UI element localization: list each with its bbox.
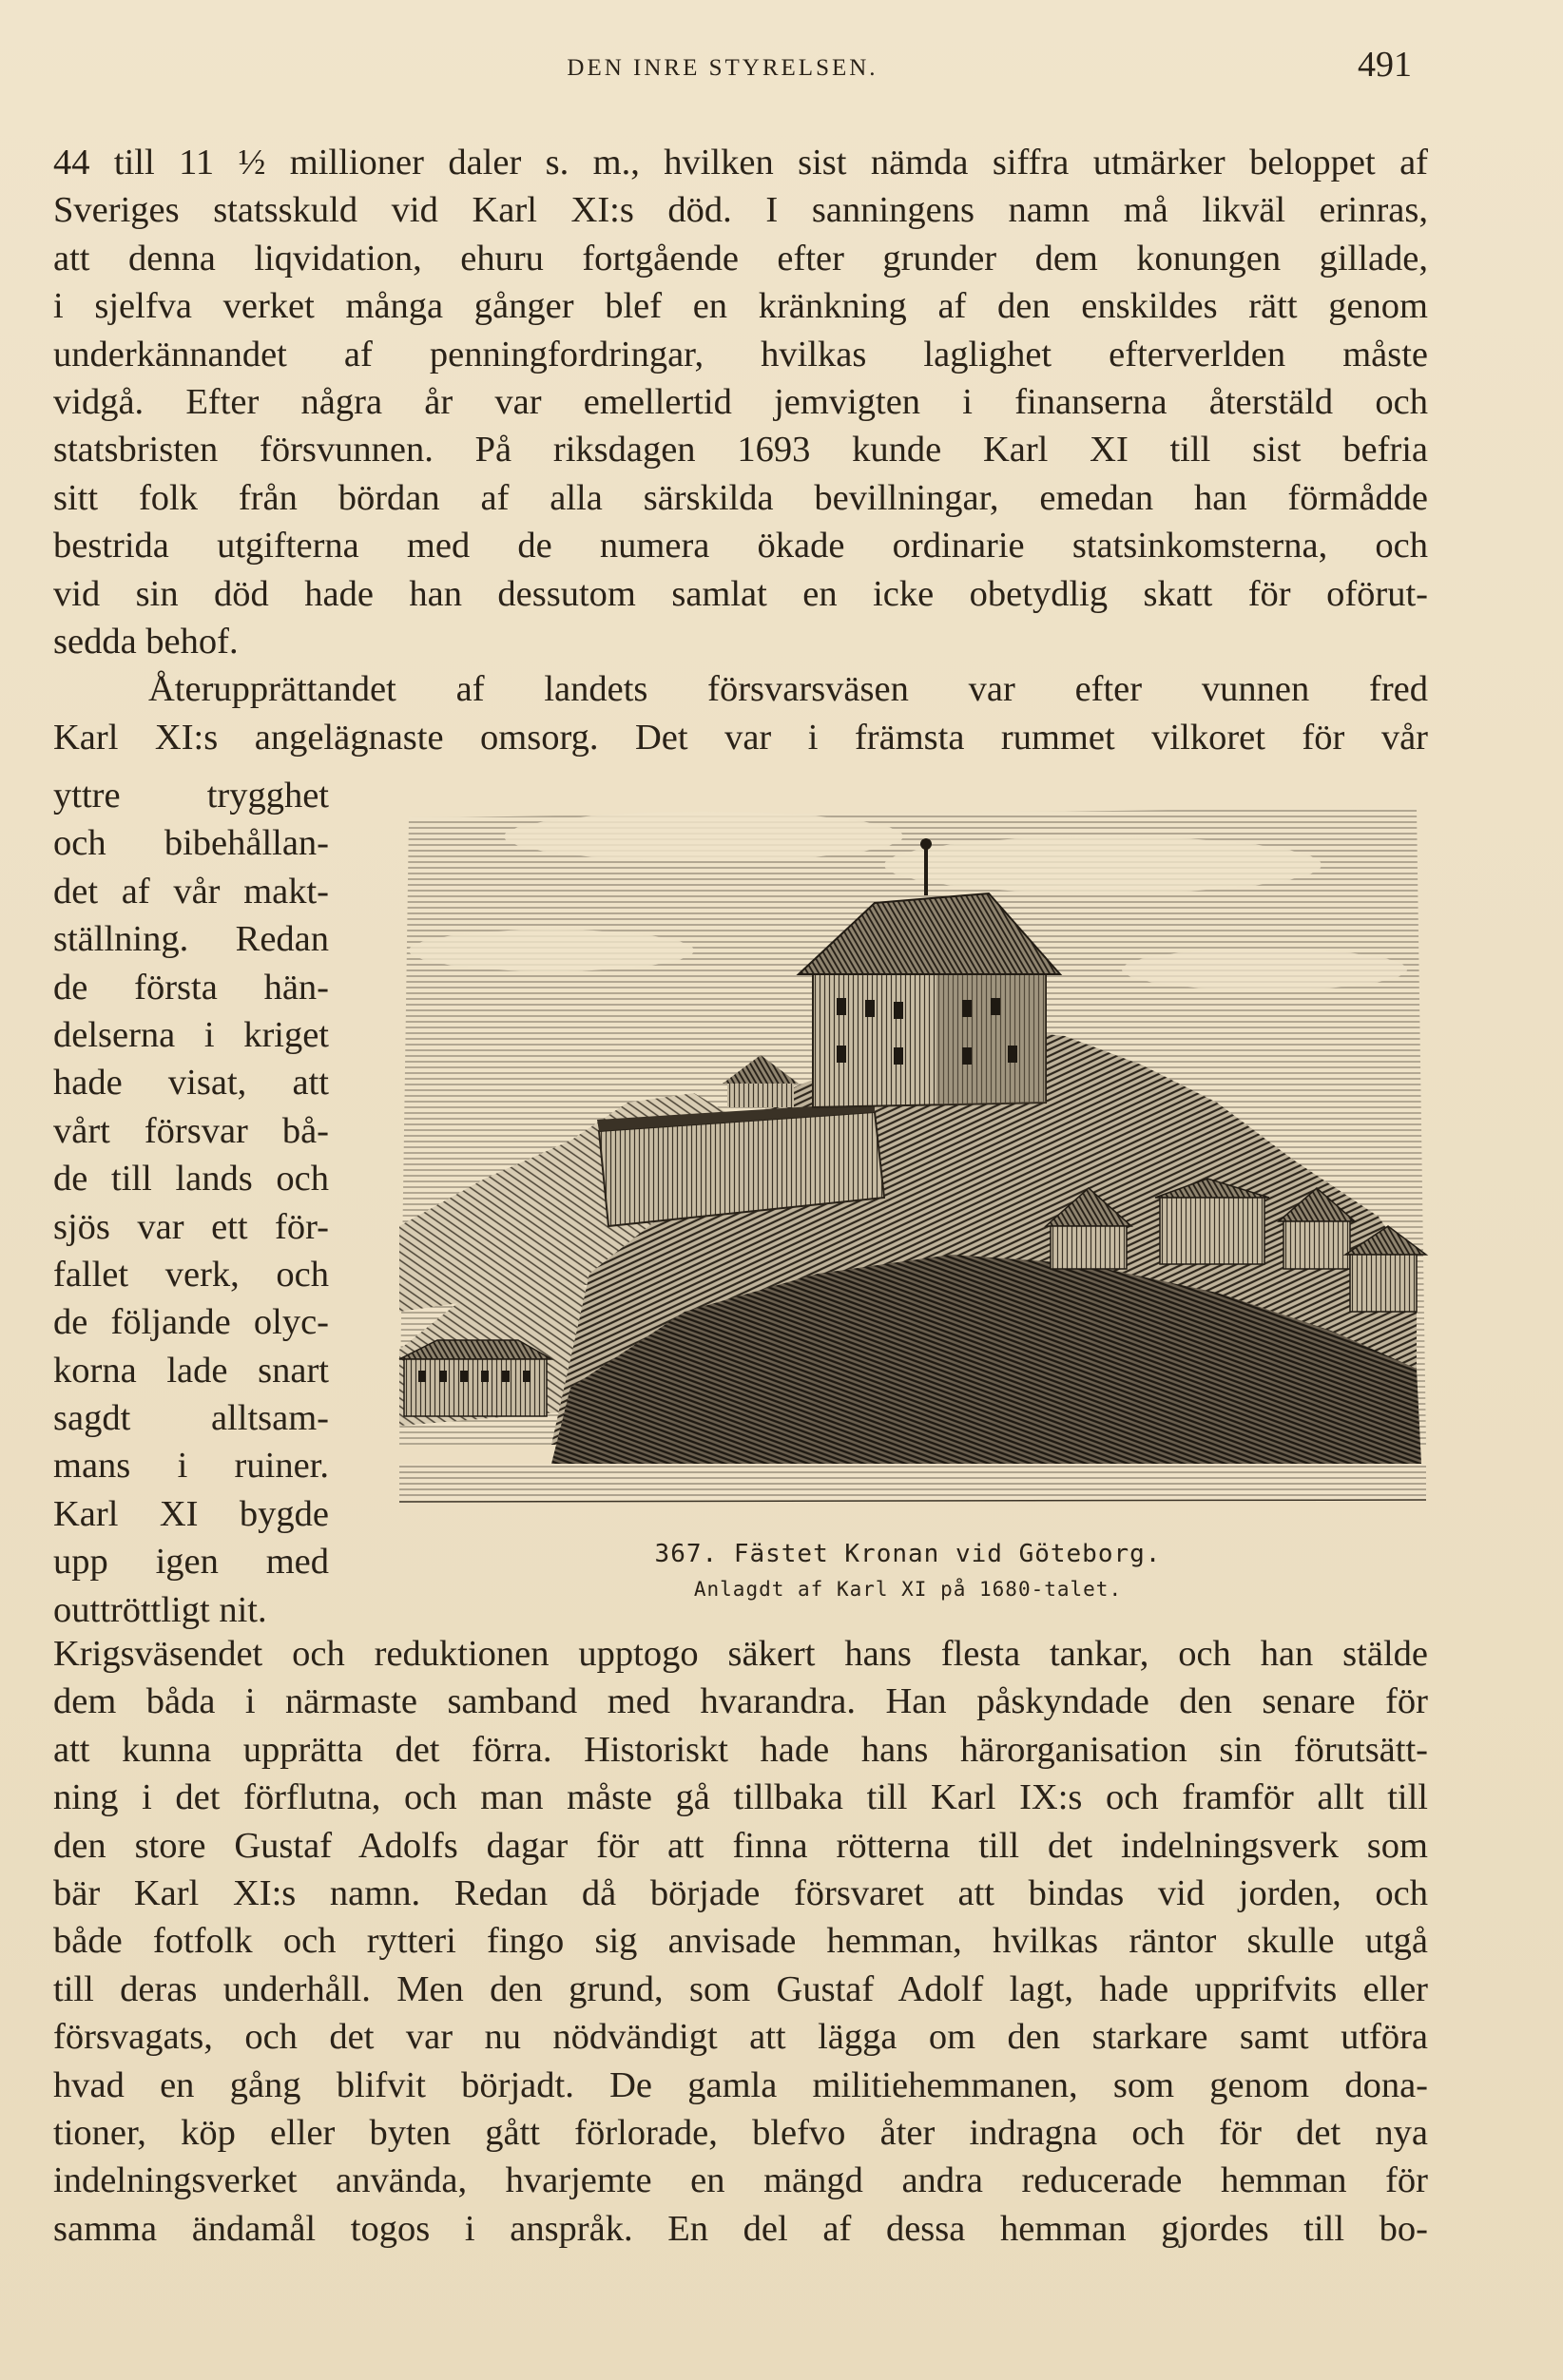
top-paragraphs (53, 139, 1428, 761)
page-number: 491 (1358, 45, 1412, 85)
text-line: fallet verk, och (53, 1254, 329, 1295)
figure-subcaption: Anlagdt af Karl XI på 1680-talet. (693, 1578, 1123, 1601)
text-line: mans i ruiner. (53, 1446, 329, 1487)
text-line: bär Karl XI:s namn. Redan då började försvaret att bindas vid jorden, och (53, 1872, 1428, 1913)
text-line: hade visat, att (53, 1063, 329, 1104)
engraving-illustration (380, 779, 1436, 1521)
text-line: vid sin död hade han dessutom samlat en icke obetydlig skatt för oförut- (53, 573, 1428, 614)
text-line: underkännandet af penningfordringar, hvilkas laglighet efterverlden måste (53, 334, 1428, 374)
text-line: upp igen med (53, 1542, 329, 1583)
running-head: DEN INRE STYRELSEN. (567, 55, 878, 81)
text-line: försvagats, och det var nu nödvändigt att lägga om den starkare samt utföra (53, 2017, 1428, 2058)
text-line: tioner, köp eller byten gått förlorade, blefvo åter indragna och för det nya (53, 2112, 1428, 2153)
text-line: indelningsverket använda, hvarjemte en mängd andra reducerade hemman för (53, 2160, 1428, 2201)
text-line: hvad en gång blifvit börjadt. De gamla militiehemmanen, som genom dona- (53, 2064, 1428, 2105)
text-line: yttre trygghet (53, 776, 329, 816)
wrapped-text-column (53, 772, 329, 1634)
text-line: statsbristen försvunnen. På riksdagen 1693 kunde Karl XI till sist befria (53, 430, 1428, 470)
text-line: ning i det förflutna, och man måste gå tillbaka till Karl IX:s och framför allt till (53, 1777, 1428, 1818)
text-line: att kunna upprätta det förra. Historiskt hade hans härorganisation sin förutsätt- (53, 1729, 1428, 1770)
text-line: både fotfolk och rytteri fingo sig anvisade hemman, hvilkas räntor skulle utgå (53, 1921, 1428, 1962)
text-line: det af vår makt- (53, 871, 329, 912)
text-line: de följande olyc- (53, 1302, 329, 1343)
text-line: samma ändamål togos i anspråk. En del af dessa hemman gjordes till bo- (53, 2208, 1428, 2249)
bottom-paragraph (53, 1630, 1428, 2253)
text-line: Karl XI bygde (53, 1493, 329, 1534)
text-line: korna lade snart (53, 1350, 329, 1391)
text-line: outtröttligt nit. (53, 1589, 267, 1630)
text-line: ställning. Redan (53, 919, 329, 960)
text-line: Krigsväsendet och reduktionen upptogo säkert hans flesta tankar, och han stälde (53, 1634, 1428, 1674)
text-line: att denna liqvidation, ehuru fortgående efter grunder dem konungen gillade, (53, 238, 1428, 278)
figure-caption: 367. Fästet Kronan vid Göteborg. (654, 1540, 1162, 1568)
text-line: 44 till 11 ½ millioner daler s. m., hvilken sist nämda siffra utmärker beloppet af (53, 143, 1428, 182)
text-line: de till lands och (53, 1159, 329, 1200)
text-line: vidgå. Efter några år var emellertid jemvigten i finanserna återstäld och (53, 381, 1428, 422)
text-line: Sveriges statsskuld vid Karl XI:s död. I sanningens namn må likväl erinras, (53, 190, 1428, 231)
fortress-engraving (380, 779, 1436, 1521)
text-line: i sjelfva verket många gånger blef en kränkning af den enskildes rätt genom (53, 286, 1428, 327)
text-line: vårt försvar bå- (53, 1110, 329, 1151)
text-line: till deras underhåll. Men den grund, som Gustaf Adolf lagt, hade upprifvits eller (53, 1968, 1428, 2009)
text-line: Karl XI:s angelägnaste omsorg. Det var i främsta rummet vilkoret för vår (53, 717, 1428, 758)
text-line: och bibehållan- (53, 823, 329, 864)
text-line: dem båda i närmaste samband med hvarandra. Han påskyndade den senare för (53, 1681, 1428, 1722)
text-line: de första hän- (53, 967, 329, 1008)
text-line: sedda behof. (53, 621, 239, 662)
text-line: sjös var ett för- (53, 1206, 329, 1247)
text-line: den store Gustaf Adolfs dagar för att finna rötterna till det indelningsverk som (53, 1825, 1428, 1866)
text-line: delserna i kriget (53, 1014, 329, 1055)
text-line: sagdt alltsam- (53, 1398, 329, 1439)
text-line: Återupprättandet af landets försvarsväsen var efter vunnen fred (148, 669, 1428, 710)
text-line: sitt folk från bördan af alla särskilda bevillningar, emedan han förmådde (53, 477, 1428, 518)
text-line: bestrida utgifterna med de numera ökade ordinarie statsinkomsterna, och (53, 526, 1428, 566)
